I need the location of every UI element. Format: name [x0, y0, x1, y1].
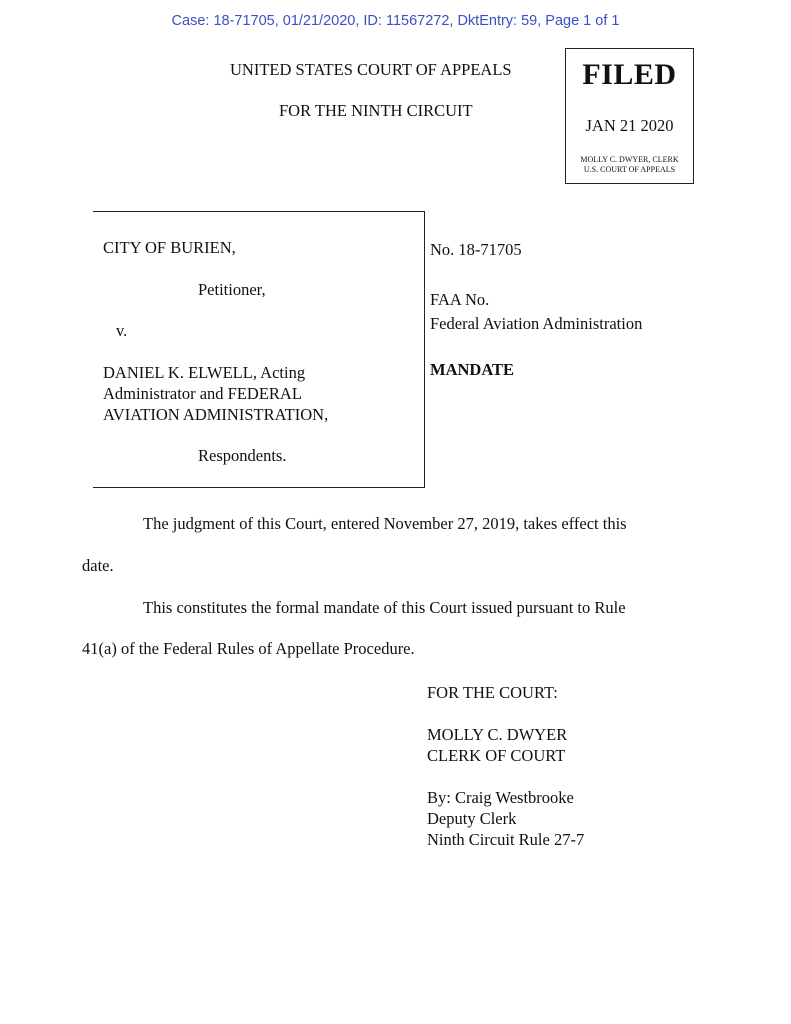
petitioner-role: Petitioner, — [198, 280, 266, 299]
case-number: No. 18-71705 — [430, 240, 522, 259]
clerk-name: MOLLY C. DWYER — [427, 725, 568, 744]
filed-stamp — [565, 48, 694, 184]
body-paragraph-1-line-1: The judgment of this Court, entered November 27, 2019, takes effect this — [143, 514, 627, 533]
respondent-role: Respondents. — [198, 446, 287, 465]
respondent-line-3: AVIATION ADMINISTRATION, — [103, 405, 329, 424]
filed-date: JAN 21 2020 — [585, 116, 674, 135]
clerk-title: CLERK OF COURT — [427, 746, 566, 765]
body-paragraph-2-line-2: 41(a) of the Federal Rules of Appellate Procedure. — [82, 639, 415, 658]
for-the-court: FOR THE COURT: — [427, 683, 558, 702]
caption-right-rule — [424, 211, 425, 488]
document-type: MANDATE — [430, 360, 515, 379]
docket-header-stamp: Case: 18-71705, 01/21/2020, ID: 11567272, DktEntry: 59, Page 1 of 1 — [171, 13, 620, 29]
circuit-name: FOR THE NINTH CIRCUIT — [279, 101, 473, 120]
filed-clerk-court: U.S. COURT OF APPEALS — [583, 165, 676, 174]
caption-top-rule — [93, 211, 425, 212]
filed-clerk-info — [566, 155, 693, 175]
deputy-title: Deputy Clerk — [427, 809, 517, 828]
circuit-rule: Ninth Circuit Rule 27-7 — [427, 830, 585, 849]
agency-number-label: FAA No. — [430, 290, 490, 309]
versus-label: v. — [116, 321, 128, 340]
filed-title: FILED — [582, 58, 677, 91]
caption-bottom-rule — [93, 487, 425, 488]
petitioner-name: CITY OF BURIEN, — [103, 238, 236, 257]
respondent-line-1: DANIEL K. ELWELL, Acting — [103, 363, 306, 382]
filed-clerk-name: MOLLY C. DWYER, CLERK — [580, 155, 679, 164]
body-paragraph-2-line-1: This constitutes the formal mandate of this Court issued pursuant to Rule — [143, 598, 626, 617]
body-paragraph-1-line-2: date. — [82, 556, 114, 575]
signed-by: By: Craig Westbrooke — [427, 788, 574, 807]
respondent-line-2: Administrator and FEDERAL — [103, 384, 302, 403]
court-name: UNITED STATES COURT OF APPEALS — [230, 60, 512, 79]
agency-name: Federal Aviation Administration — [430, 314, 643, 333]
